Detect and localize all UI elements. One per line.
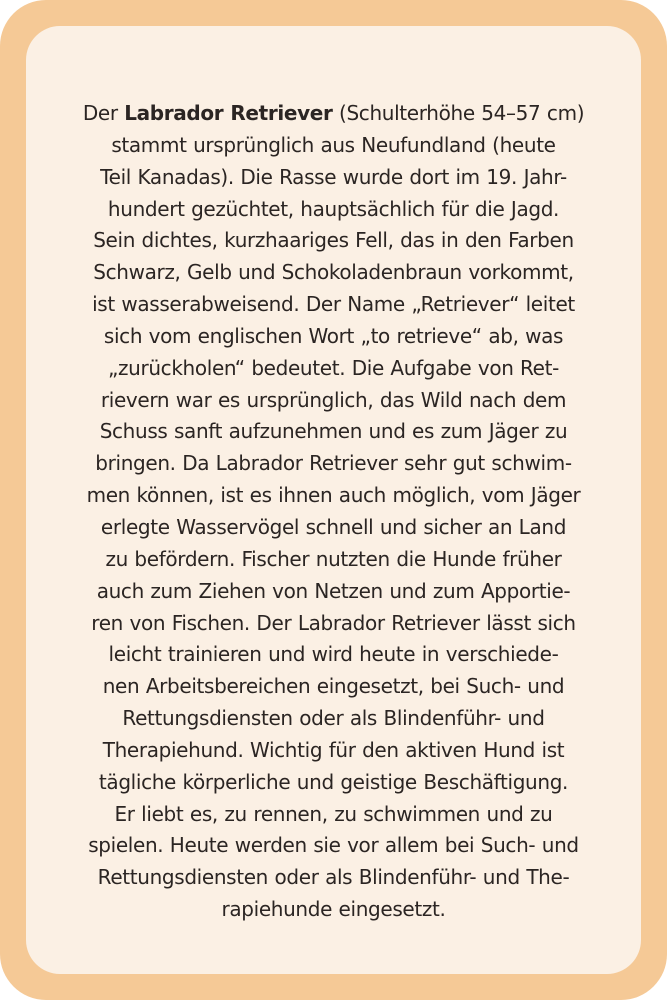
text-line: Rettungsdiensten oder als Blindenführ- und xyxy=(122,706,545,731)
text-line: Er liebt es, zu rennen, zu schwimmen und zu xyxy=(114,801,553,826)
text-line: Sein dichtes, kurzhaariges Fell, das in den Farben xyxy=(93,228,574,253)
text-line: rievern war es ursprünglich, das Wild nach dem xyxy=(100,387,567,412)
text-line: nen Arbeitsbereichen eingesetzt, bei Such- und xyxy=(102,674,565,699)
text-line: bringen. Da Labrador Retriever sehr gut schwim- xyxy=(95,451,572,476)
text-line: Schwarz, Gelb und Schokoladenbraun vorkommt, xyxy=(93,260,574,285)
text-line: rapiehunde eingesetzt. xyxy=(221,897,446,922)
text-line: sich vom englischen Wort „to retrieve“ ab, was xyxy=(103,323,564,348)
text-line: Rettungsdiensten oder als Blindenführ- und The- xyxy=(97,865,570,890)
card-content-panel xyxy=(26,26,641,974)
text-line: stammt ursprünglich aus Neufundland (heute xyxy=(111,132,556,157)
breed-description xyxy=(56,98,611,926)
text-line: „zurückholen“ bedeutet. Die Aufgabe von Ret- xyxy=(108,355,559,380)
text-line: Schuss sanft aufzunehmen und es zum Jäger zu xyxy=(99,419,568,444)
breed-name: Labrador Retriever xyxy=(124,101,333,125)
text-line: hundert gezüchtet, hauptsächlich für die Jagd. xyxy=(107,196,560,221)
text-line: erlegte Wasservögel schnell und sicher an Land xyxy=(100,514,567,539)
text-line: Der Labrador Retriever (Schulterhöhe 54–57 cm) xyxy=(82,101,585,125)
text-line: ren von Fischen. Der Labrador Retriever lässt sich xyxy=(91,610,576,635)
text-line: zu befördern. Fischer nutzten die Hunde früher xyxy=(105,546,562,571)
text-line: Teil Kanadas). Die Rasse wurde dort im 19. Jahr- xyxy=(100,164,567,189)
text-line: men können, ist es ihnen auch möglich, vom Jäger xyxy=(86,483,581,508)
text-line: ist wasserabweisend. Der Name „Retriever“ leitet xyxy=(92,292,575,317)
text-line: auch zum Ziehen von Netzen und zum Apportie- xyxy=(96,578,571,603)
text-line: tägliche körperliche und geistige Beschäftigung. xyxy=(98,769,569,794)
text-line: spielen. Heute werden sie vor allem bei Such- und xyxy=(88,833,579,858)
text-line: leicht trainieren und wird heute in verschiede- xyxy=(108,642,559,667)
text-line: Therapiehund. Wichtig für den aktiven Hund ist xyxy=(102,737,565,762)
